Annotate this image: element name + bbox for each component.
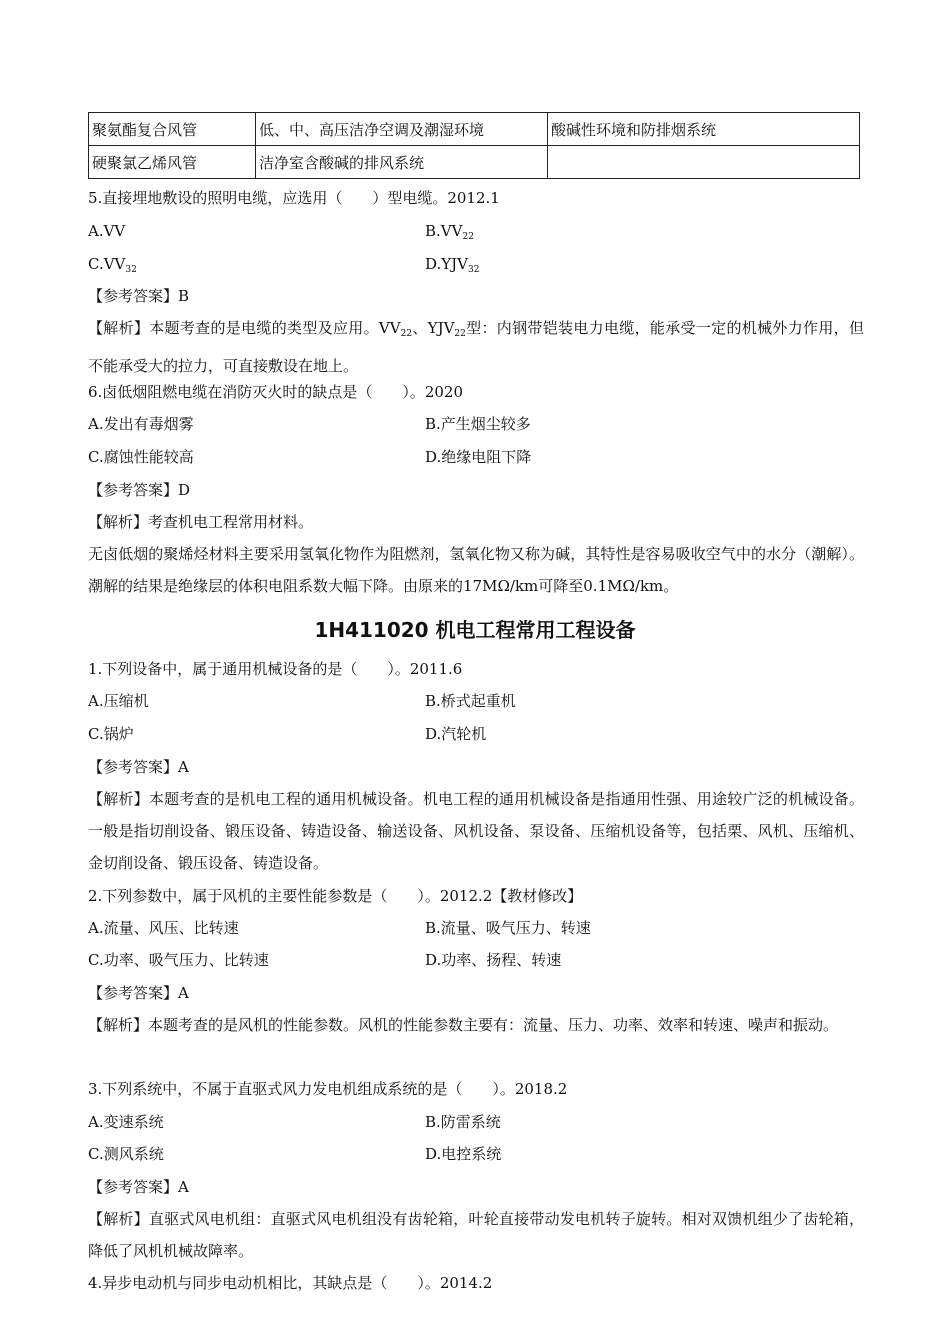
option-a: A.压缩机 [88,692,149,710]
table-cell: 聚氨酯复合风管 [89,113,256,146]
answer: 【参考答案】A [88,758,189,776]
answer: 【参考答案】A [88,1178,189,1196]
option-c: $C.VV_{32}$ [88,255,137,275]
table-row [89,113,860,146]
option-d: D.功率、扬程、转速 [425,951,562,969]
answer: 【参考答案】D [88,481,191,499]
table-cell: 硬聚氯乙烯风管 [89,146,256,179]
table-cell [548,146,860,179]
option-b: B.流量、吸气压力、转速 [425,919,591,937]
answer: 【参考答案】B [88,287,190,305]
option-d: $D.YJV_{32}$ [425,255,480,275]
table-row [89,146,860,179]
table-cell: 低、中、高压洁净空调及潮湿环境 [256,113,548,146]
explanation: 【解析】直驱式风电机组：直驱式风电机组没有齿轮箱，叶轮直接带动发电机转子旋转。相对双馈机组少了齿轮箱，降低了风机机械故障率。 [88,1210,864,1260]
explanation: 【解析】本题考查的是风机的性能参数。风机的性能参数主要有：流量、压力、功率、效率和转速、噪声和振动。 [88,1016,839,1034]
duct-table [88,112,860,179]
option-c: C.锅炉 [88,725,134,743]
option-c: C.测风系统 [88,1145,164,1163]
option-b: $B.VV_{22}$ [425,222,474,242]
question-stem: 5.直接埋地敷设的照明电缆，应选用（ ）型电缆。2012.1 [88,189,500,207]
option-b: B.桥式起重机 [425,692,516,710]
option-d: D.电控系统 [425,1145,502,1163]
section-title: 1H411020 机电工程常用工程设备 [314,618,636,642]
explanation: 【解析】本题考查的是机电工程的通用机械设备。机电工程的通用机械设备是指通用性强、用途较广泛的机械设备。一般是指切削设备、锻压设备、铸造设备、输送设备、风机设备、泵设备、压缩机设备等，包括栗、风机、压缩机、金切削设备、锻压设备、铸造设备。 [88,790,864,872]
answer: 【参考答案】A [88,984,189,1002]
option-d: D.绝缘电阻下降 [425,448,532,466]
option-c: C.功率、吸气压力、比转速 [88,951,269,969]
question-stem: 6.卤低烟阻燃电缆在消防灭火时的缺点是（ ）。2020 [88,383,463,401]
option-b: B.防雷系统 [425,1113,501,1131]
option-a: A.变速系统 [88,1113,164,1131]
explanation-detail: 无卤低烟的聚烯烃材料主要采用氢氧化物作为阻燃剂，氢氧化物又称为碱，其特性是容易吸收空气中的水分（潮解）。潮解的结果是绝缘层的体积电阻系数大幅下降。由原来的17MΩ/km可降至0.1MΩ/km。 [88,545,864,595]
table-cell: 洁净室含酸碱的排风系统 [256,146,548,179]
explanation: 【解析】本题考查的是电缆的类型及应用。$VV_{22}$、$YJV_{22}$型：内钢带铠装电力电缆，能承受一定的机械外力作用，但不能承受大的拉力，可直接敷设在地上。 [88,319,864,375]
explanation: 【解析】考查机电工程常用材料。 [88,513,314,531]
question-stem: 3.下列系统中，不属于直驱式风力发电机组成系统的是（ ）。2018.2 [88,1080,568,1098]
table-cell: 酸碱性环境和防排烟系统 [548,113,860,146]
option-c: C.腐蚀性能较高 [88,448,194,466]
option-a: A.流量、风压、比转速 [88,919,239,937]
question-stem: 4.异步电动机与同步电动机相比，其缺点是（ ）。2014.2 [88,1274,493,1292]
option-b: B.产生烟尘较多 [425,415,531,433]
option-a: A.VV [88,222,126,240]
question-stem: 2.下列参数中，属于风机的主要性能参数是（ ）。2012.2【教材修改】 [88,887,583,905]
option-a: A.发出有毒烟雾 [88,415,194,433]
question-stem: 1.下列设备中，属于通用机械设备的是（ ）。2011.6 [88,660,463,678]
option-d: D.汽轮机 [425,725,487,743]
